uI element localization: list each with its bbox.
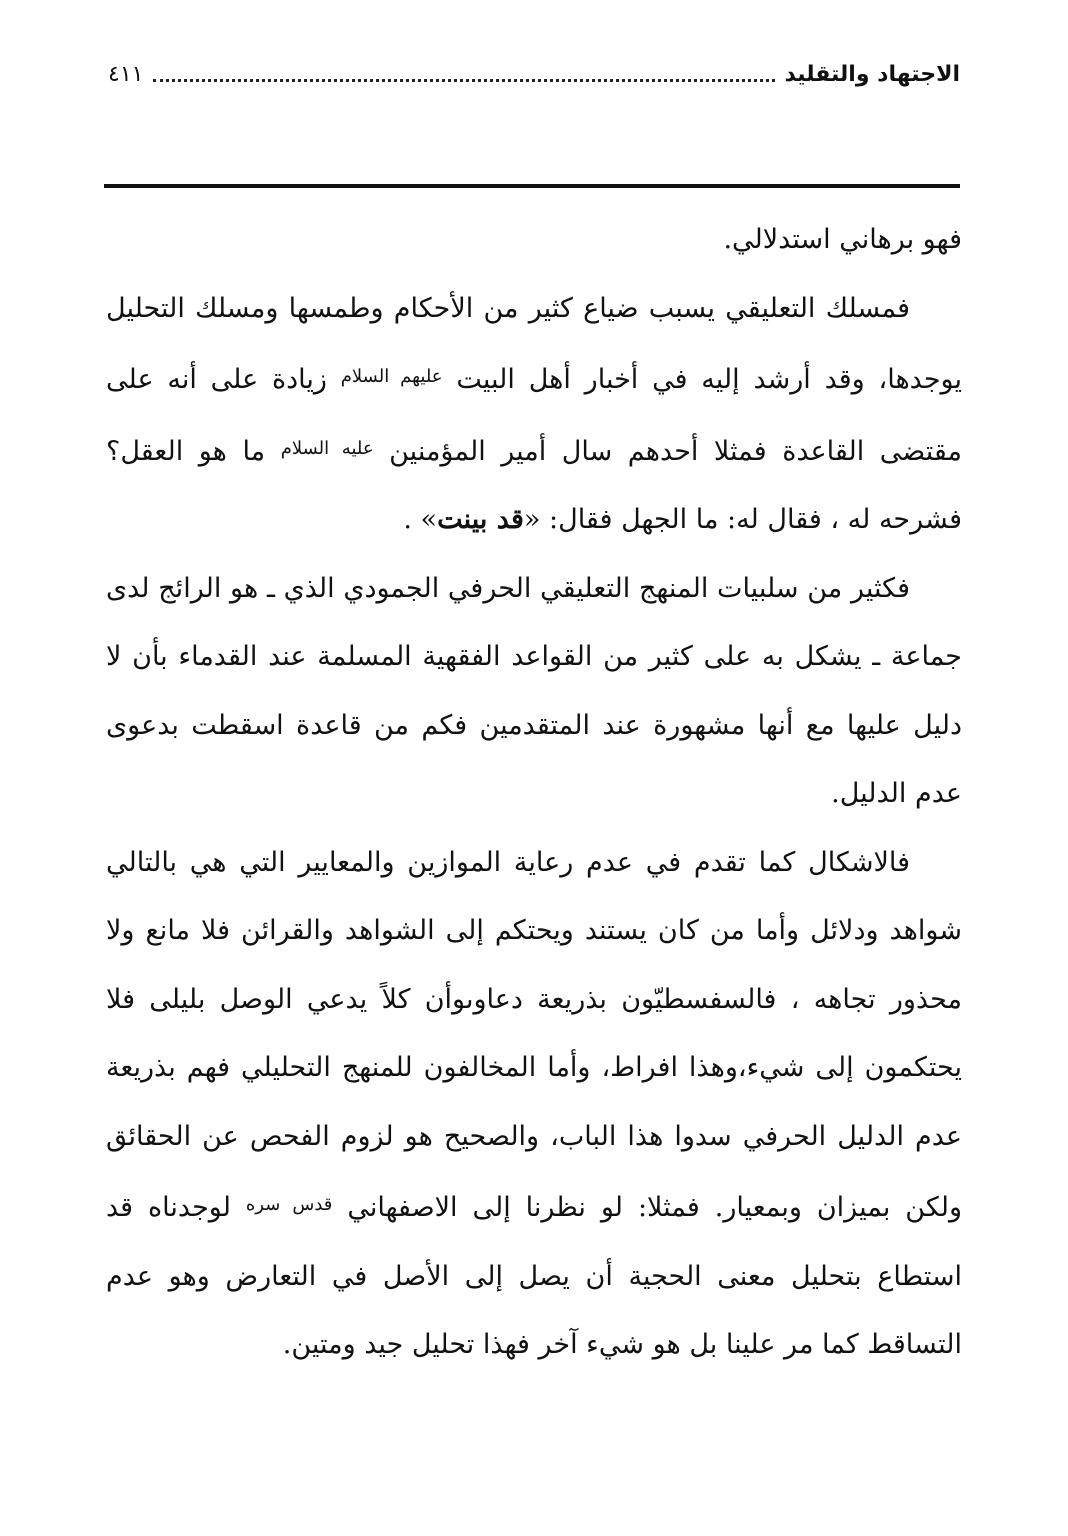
paragraph-1 bbox=[106, 206, 962, 275]
paragraph-1-text: فهو برهاني استدلالي. bbox=[723, 224, 962, 255]
honorific-ahl-al-bayt: عليهم السلام bbox=[340, 366, 443, 387]
honorific-isfahani: قدس سره bbox=[245, 1194, 333, 1215]
page-header bbox=[108, 56, 960, 92]
page-number: ٤١١ bbox=[108, 61, 144, 87]
running-title: الاجتهاد والتقليد bbox=[784, 61, 960, 87]
header-dot-leader bbox=[153, 79, 774, 82]
paragraph-2-text-c: ما هو العقل؟ فشرحه له ، فقال له: ما الجهل فقال: « bbox=[106, 435, 962, 535]
paragraph-2 bbox=[106, 275, 962, 555]
paragraph-2-text-a: فمسلك التعليقي يسبب ضياع كثير من الأحكام وطمسها ومسلك التحليل يوجدها، وقد أرشد إليه في أخبار أهل البيت bbox=[106, 292, 963, 395]
honorific-amir-al-muminin: عليه السلام bbox=[280, 437, 374, 459]
paragraph-2-text-d: » . bbox=[403, 504, 438, 535]
quoted-answer: قد بينت bbox=[437, 504, 524, 535]
header-rule bbox=[104, 184, 960, 188]
paragraph-3 bbox=[106, 555, 962, 829]
paragraph-4-text-b: لوجدناه قد استطاع بتحليل معنى الحجية أن يصل إلى الأصل في التعارض وهو عدم التساقط كما مر علينا بل هو شيء آخر فهذا تحليل جيد ومتين. bbox=[106, 1192, 962, 1360]
paragraph-3-text: فكثير من سلبيات المنهج التعليقي الحرفي الجمودي الذي ـ هو الرائج لدى جماعة ـ يشكل به على كثير من القواعد الفقهية المسلمة عند القدماء بأن لا دليل عليها مع أنها مشهورة عند المتقدمين فكم من قاعدة اسقطت بدعوى عدم الدليل. bbox=[106, 572, 962, 809]
paragraph-2-text-b: زيادة على أنه على مقتضى القاعدة فمثلا أحدهم سال أمير المؤمنين bbox=[106, 364, 962, 467]
paragraph-4-text-a: فالاشكال كما تقدم في عدم رعاية الموازين والمعايير التي هي بالتالي شواهد ودلائل وأما من كان يستند ويحتكم إلى الشواهد والقرائن فلا مانع ولا محذور تجاهه ، فالسفسطيّون بذريعة دعاوىوأن كلاً يدعي الوصل بليلى فلا يحتكمون إلى شيء،وهذا افراط، وأما المخالفون للمنهج التحليلي فهم بذريعة عدم الدليل الحرفي سدوا هذا الباب، والصحيح هو لزوم الفحص عن الحقائق ولكن بميزان وبمعيار. فمثلا: لو نظرنا إلى الاصفهاني bbox=[106, 846, 962, 1223]
paragraph-4 bbox=[106, 829, 962, 1380]
page-body bbox=[106, 206, 962, 1380]
